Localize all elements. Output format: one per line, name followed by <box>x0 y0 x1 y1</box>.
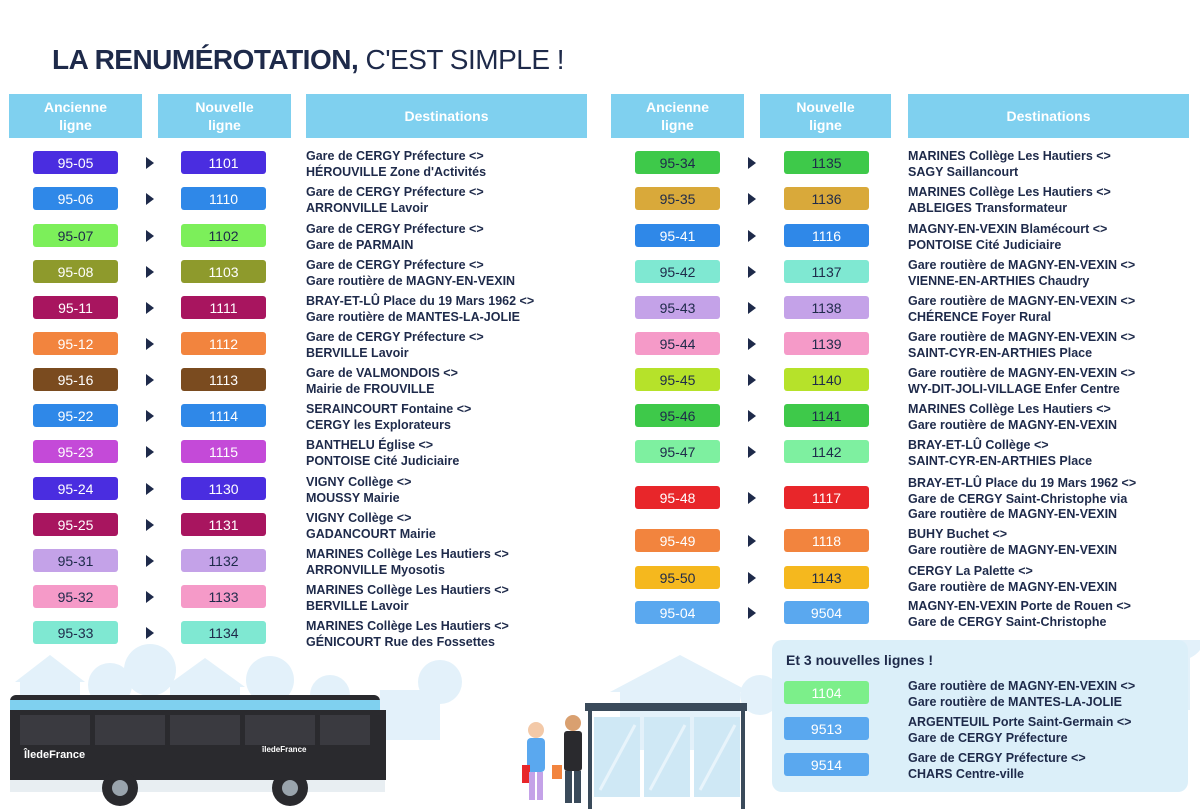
arrow-icon <box>748 535 756 547</box>
arrow-icon <box>748 572 756 584</box>
new-line-badge: 1110 <box>181 187 266 210</box>
new-line-badge: 9514 <box>784 753 869 776</box>
new-line-badge: 1101 <box>181 151 266 174</box>
arrow-icon <box>146 591 154 603</box>
header-old-line-right: Ancienne ligne <box>611 94 744 138</box>
destination-line: BUHY Buchet <> <box>908 527 1008 541</box>
destination-line: HÉROUVILLE Zone d'Activités <box>306 164 487 179</box>
arrow-icon <box>748 492 756 504</box>
new-line-badge: 9504 <box>784 601 869 624</box>
destination-text <box>908 402 1117 433</box>
old-line-badge: 95-08 <box>33 260 118 283</box>
arrow-icon <box>748 338 756 350</box>
new-line-badge: 1135 <box>784 151 869 174</box>
destination-line: MARINES Collège Les Hautiers <> <box>306 619 509 633</box>
destination-text <box>306 475 411 506</box>
arrow-icon <box>748 230 756 242</box>
arrow-icon <box>146 230 154 242</box>
old-line-badge: 95-41 <box>635 224 720 247</box>
destination-line: Gare routière de MAGNY-EN-VEXIN <> <box>908 258 1136 272</box>
old-line-badge: 95-35 <box>635 187 720 210</box>
destination-line: CHÉRENCE Foyer Rural <box>908 309 1052 324</box>
destination-line: CERGY La Palette <> <box>908 564 1033 578</box>
old-line-badge: 95-24 <box>33 477 118 500</box>
old-line-badge: 95-44 <box>635 332 720 355</box>
new-line-badge: 1117 <box>784 486 869 509</box>
destination-line: Gare routière de MANTES-LA-JOLIE <box>908 694 1122 709</box>
new-line-badge: 1141 <box>784 404 869 427</box>
destination-text <box>908 438 1092 469</box>
new-line-badge: 1137 <box>784 260 869 283</box>
destination-line: PONTOISE Cité Judiciaire <box>908 237 1062 252</box>
arrow-icon <box>748 607 756 619</box>
destination-line: MARINES Collège Les Hautiers <> <box>908 185 1111 199</box>
destination-line: Gare de CERGY Préfecture <> <box>306 258 484 272</box>
destination-line: CERGY les Explorateurs <box>306 417 451 432</box>
destination-line: BERVILLE Lavoir <box>306 345 409 360</box>
destination-text <box>908 185 1111 216</box>
destination-text <box>908 294 1135 325</box>
destination-line: Mairie de FROUVILLE <box>306 381 435 396</box>
destination-text <box>306 366 458 397</box>
arrow-icon <box>146 193 154 205</box>
destination-line: BANTHELU Église <> <box>306 438 434 452</box>
arrow-icon <box>748 446 756 458</box>
arrow-icon <box>146 519 154 531</box>
new-line-badge: 1132 <box>181 549 266 572</box>
destination-text <box>908 564 1117 595</box>
destination-text <box>306 511 436 542</box>
destination-text <box>908 258 1135 289</box>
new-line-badge: 1115 <box>181 440 266 463</box>
new-line-badge: 1116 <box>784 224 869 247</box>
destination-line: VIGNY Collège <> <box>306 511 412 525</box>
arrow-icon <box>146 157 154 169</box>
new-line-badge: 1142 <box>784 440 869 463</box>
arrow-icon <box>146 446 154 458</box>
destination-line: ARGENTEUIL Porte Saint-Germain <> <box>908 715 1132 729</box>
destination-line: Gare routière de MAGNY-EN-VEXIN <> <box>908 294 1136 308</box>
old-line-badge: 95-46 <box>635 404 720 427</box>
destination-text <box>908 599 1131 630</box>
new-line-badge: 1134 <box>181 621 266 644</box>
destination-text <box>306 330 484 361</box>
old-line-badge: 95-05 <box>33 151 118 174</box>
old-line-badge: 95-45 <box>635 368 720 391</box>
new-line-badge: 1102 <box>181 224 266 247</box>
old-line-badge: 95-32 <box>33 585 118 608</box>
new-line-badge: 1131 <box>181 513 266 536</box>
arrow-icon <box>748 193 756 205</box>
destination-line: Gare routière de MAGNY-EN-VEXIN <box>908 579 1118 594</box>
title-light: C'EST SIMPLE ! <box>365 44 565 75</box>
destination-text <box>306 294 534 325</box>
destination-line: Gare de CERGY Saint-Christophe <box>908 614 1107 629</box>
bus-brand-side: îledeFrance <box>262 745 307 754</box>
people <box>522 715 582 803</box>
old-line-badge: 95-06 <box>33 187 118 210</box>
arrow-icon <box>748 410 756 422</box>
new-line-badge: 1103 <box>181 260 266 283</box>
new-line-badge: 1112 <box>181 332 266 355</box>
destination-text <box>908 366 1135 397</box>
destination-line: BERVILLE Lavoir <box>306 598 409 613</box>
destination-line: BRAY-ET-LÛ Place du 19 Mars 1962 <> <box>306 294 535 308</box>
new-line-badge: 1136 <box>784 187 869 210</box>
old-line-badge: 95-34 <box>635 151 720 174</box>
destination-text <box>908 715 1131 746</box>
arrow-icon <box>748 302 756 314</box>
old-line-badge: 95-33 <box>33 621 118 644</box>
destination-line: MARINES Collège Les Hautiers <> <box>306 583 509 597</box>
destination-line: CHARS Centre-ville <box>908 766 1024 781</box>
header-destinations-right: Destinations <box>908 94 1189 138</box>
arrow-icon <box>146 410 154 422</box>
new-line-badge: 1111 <box>181 296 266 319</box>
destination-line: Gare routière de MAGNY-EN-VEXIN <box>908 542 1118 557</box>
old-line-badge: 95-25 <box>33 513 118 536</box>
new-line-badge: 1140 <box>784 368 869 391</box>
new-line-badge: 1138 <box>784 296 869 319</box>
header-new-line-right: Nouvelle ligne <box>760 94 891 138</box>
bus-brand-front: ÎledeFrance <box>24 749 86 761</box>
arrow-icon <box>146 483 154 495</box>
destination-line: ARRONVILLE Myosotis <box>306 562 445 577</box>
page-title <box>52 44 564 76</box>
destination-line: Gare routière de MAGNY-EN-VEXIN <> <box>908 330 1136 344</box>
destination-line: WY-DIT-JOLI-VILLAGE Enfer Centre <box>908 381 1120 396</box>
destination-line: Gare de CERGY Préfecture <> <box>908 751 1086 765</box>
new-lines-title: Et 3 nouvelles lignes ! <box>786 652 934 668</box>
destination-line: Gare routière de MAGNY-EN-VEXIN <> <box>908 366 1136 380</box>
destination-line: ABLEIGES Transformateur <box>908 200 1068 215</box>
old-line-badge: 95-12 <box>33 332 118 355</box>
new-line-badge: 1104 <box>784 681 869 704</box>
destination-line: Gare de CERGY Préfecture <> <box>306 185 484 199</box>
destination-line: Gare de VALMONDOIS <> <box>306 366 458 380</box>
new-line-badge: 1113 <box>181 368 266 391</box>
bus <box>10 695 386 806</box>
destination-line: Gare routière de MAGNY-EN-VEXIN <box>306 273 516 288</box>
new-line-badge: 1130 <box>181 477 266 500</box>
header-new-line-left: Nouvelle ligne <box>158 94 291 138</box>
destination-text <box>306 185 484 216</box>
destination-line: SAINT-CYR-EN-ARTHIES Place <box>908 453 1093 468</box>
destination-line: Gare routière de MAGNY-EN-VEXIN <> <box>908 679 1136 693</box>
old-line-badge: 95-23 <box>33 440 118 463</box>
old-line-badge: 95-31 <box>33 549 118 572</box>
destination-text <box>306 438 459 469</box>
old-line-badge: 95-42 <box>635 260 720 283</box>
destination-line: SERAINCOURT Fontaine <> <box>306 402 472 416</box>
destination-line: Gare routière de MAGNY-EN-VEXIN <box>908 507 1118 521</box>
arrow-icon <box>146 338 154 350</box>
destination-line: MARINES Collège Les Hautiers <> <box>908 402 1111 416</box>
new-line-badge: 1133 <box>181 585 266 608</box>
bus-shelter <box>585 703 747 809</box>
header-old-line-left: Ancienne ligne <box>9 94 142 138</box>
destination-line: Gare routière de MANTES-LA-JOLIE <box>306 309 520 324</box>
destination-text <box>908 751 1086 782</box>
new-line-badge: 1118 <box>784 529 869 552</box>
destination-line: ARRONVILLE Lavoir <box>306 200 429 215</box>
old-line-badge: 95-04 <box>635 601 720 624</box>
destination-text <box>306 583 509 614</box>
destination-line: Gare routière de MAGNY-EN-VEXIN <box>908 417 1118 432</box>
destination-text <box>908 222 1107 253</box>
destination-line: Gare de CERGY Préfecture <> <box>306 330 484 344</box>
destination-text <box>908 527 1117 558</box>
destination-line: Gare de CERGY Préfecture <> <box>306 149 484 163</box>
arrow-icon <box>146 555 154 567</box>
new-line-badge: 1114 <box>181 404 266 427</box>
old-line-badge: 95-50 <box>635 566 720 589</box>
arrow-icon <box>146 302 154 314</box>
destination-line: GADANCOURT Mairie <box>306 526 436 541</box>
destination-text <box>306 258 515 289</box>
arrow-icon <box>748 266 756 278</box>
destination-line: PONTOISE Cité Judiciaire <box>306 453 460 468</box>
destination-line: MARINES Collège Les Hautiers <> <box>908 149 1111 163</box>
destination-line: MAGNY-EN-VEXIN Porte de Rouen <> <box>908 599 1131 613</box>
arrow-icon <box>146 627 154 639</box>
destination-line: Gare de PARMAIN <box>306 237 414 252</box>
destination-line: VIENNE-EN-ARTHIES Chaudry <box>908 273 1090 288</box>
destination-text <box>908 679 1135 710</box>
old-line-badge: 95-11 <box>33 296 118 319</box>
old-line-badge: 95-48 <box>635 486 720 509</box>
destination-line: MARINES Collège Les Hautiers <> <box>306 547 509 561</box>
destination-line: SAGY Saillancourt <box>908 164 1019 179</box>
destination-text <box>908 476 1136 523</box>
destination-text <box>908 330 1135 361</box>
new-line-badge: 1139 <box>784 332 869 355</box>
destination-text <box>306 547 509 578</box>
old-line-badge: 95-22 <box>33 404 118 427</box>
old-line-badge: 95-49 <box>635 529 720 552</box>
destination-text <box>306 402 471 433</box>
destination-line: BRAY-ET-LÛ Place du 19 Mars 1962 <> <box>908 476 1137 490</box>
arrow-icon <box>748 157 756 169</box>
destination-line: VIGNY Collège <> <box>306 475 412 489</box>
destination-line: BRAY-ET-LÛ Collège <> <box>908 438 1049 452</box>
destination-line: Gare de CERGY Saint-Christophe via <box>908 491 1128 506</box>
old-line-badge: 95-43 <box>635 296 720 319</box>
destination-text <box>306 149 486 180</box>
header-destinations-left: Destinations <box>306 94 587 138</box>
destination-line: MOUSSY Mairie <box>306 490 400 505</box>
destination-line: SAINT-CYR-EN-ARTHIES Place <box>908 345 1093 360</box>
old-line-badge: 95-16 <box>33 368 118 391</box>
arrow-icon <box>146 266 154 278</box>
old-line-badge: 95-07 <box>33 224 118 247</box>
destination-line: Gare de CERGY Préfecture <box>908 730 1068 745</box>
destination-line: Gare de CERGY Préfecture <> <box>306 222 484 236</box>
destination-line: MAGNY-EN-VEXIN Blamécourt <> <box>908 222 1108 236</box>
arrow-icon <box>748 374 756 386</box>
new-line-badge: 1143 <box>784 566 869 589</box>
title-bold: LA RENUMÉROTATION, <box>52 44 359 75</box>
new-line-badge: 9513 <box>784 717 869 740</box>
arrow-icon <box>146 374 154 386</box>
destination-line: GÉNICOURT Rue des Fossettes <box>306 634 495 649</box>
destination-text <box>908 149 1111 180</box>
destination-text <box>306 222 484 253</box>
old-line-badge: 95-47 <box>635 440 720 463</box>
